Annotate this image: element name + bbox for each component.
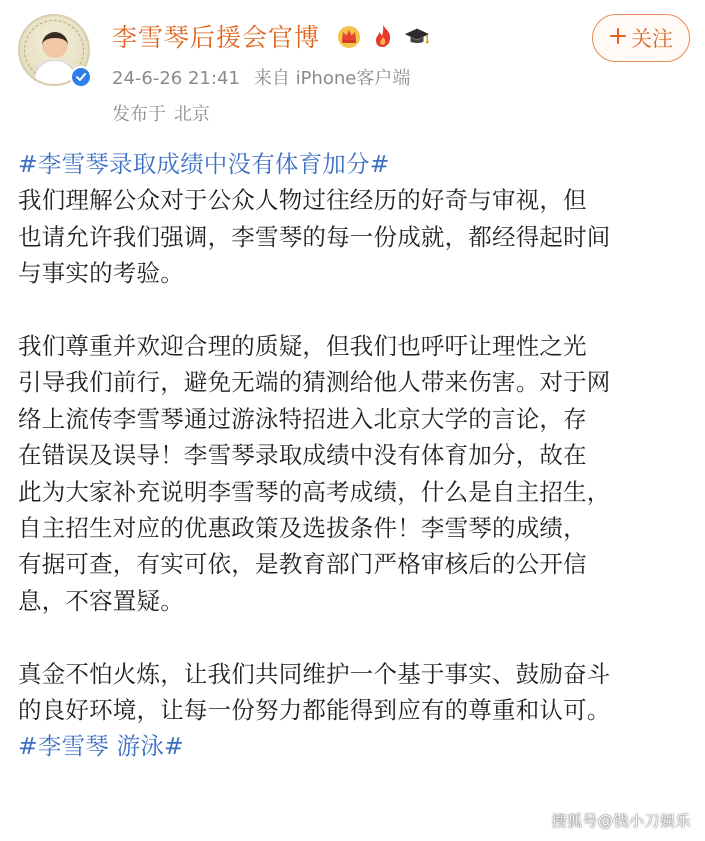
paragraph-line: 的良好环境，让每一份努力都能得到应有的尊重和认可。: [18, 696, 611, 725]
plus-icon: [609, 26, 627, 50]
hashtag-title[interactable]: #李雪琴录取成绩中没有体育加分#: [18, 150, 390, 178]
verified-icon: [70, 66, 92, 88]
location-value: 北京: [174, 104, 210, 125]
post-meta: [112, 64, 410, 90]
paragraph-2: [18, 328, 694, 619]
hashtag-footer[interactable]: #李雪琴 游泳#: [18, 732, 184, 761]
graduation-cap-icon[interactable]: [404, 23, 430, 49]
fire-icon[interactable]: [370, 23, 396, 49]
watermark: 搜狐号@钱小刀娱乐: [551, 812, 691, 830]
username[interactable]: 李雪琴后援会官博: [112, 23, 321, 52]
follow-label: 关注: [631, 27, 673, 51]
paragraph-line: 引导我们前行，避免无端的猜测给他人带来伤害。对于网: [18, 368, 611, 397]
paragraph-line: 与事实的考验。: [18, 259, 184, 288]
post-location: [112, 100, 210, 126]
paragraph-line: 息，不容置疑。: [18, 586, 184, 615]
crown-icon[interactable]: [336, 23, 362, 49]
post-header: [0, 0, 705, 140]
paragraph-line: 真金不怕火炼，让我们共同维护一个基于事实、鼓励奋斗: [18, 659, 611, 688]
post-timestamp: 24-6-26 21:41: [112, 68, 240, 89]
paragraph-line: 也请允许我们强调，李雪琴的每一份成就，都经得起时间: [18, 222, 611, 251]
paragraph-spacer: [18, 619, 694, 655]
user-badges: [336, 22, 430, 50]
paragraph-1: [18, 182, 694, 291]
avatar-face: [42, 32, 68, 58]
paragraph-line: 络上流传李雪琴通过游泳特招进入北京大学的言论，存: [18, 404, 587, 433]
paragraph-line: 自主招生对应的优惠政策及选拔条件！李雪琴的成绩，: [18, 514, 587, 543]
paragraph-line: 在错误及误导！李雪琴录取成绩中没有体育加分，故在: [18, 441, 587, 470]
follow-button[interactable]: [592, 14, 690, 62]
post-body: [18, 146, 694, 765]
location-prefix: 发布于: [112, 104, 166, 125]
post-source: 来自 iPhone客户端: [253, 68, 411, 89]
paragraph-line: 此为大家补充说明李雪琴的高考成绩，什么是自主招生，: [18, 477, 611, 506]
paragraph-line: 我们理解公众对于公众人物过往经历的好奇与审视，但: [18, 186, 587, 215]
paragraph-line: 我们尊重并欢迎合理的质疑，但我们也呼吁让理性之光: [18, 332, 587, 361]
paragraph-spacer: [18, 292, 694, 328]
paragraph-line: 有据可查，有实可依，是教育部门严格审核后的公开信: [18, 550, 587, 579]
paragraph-3: [18, 656, 694, 729]
